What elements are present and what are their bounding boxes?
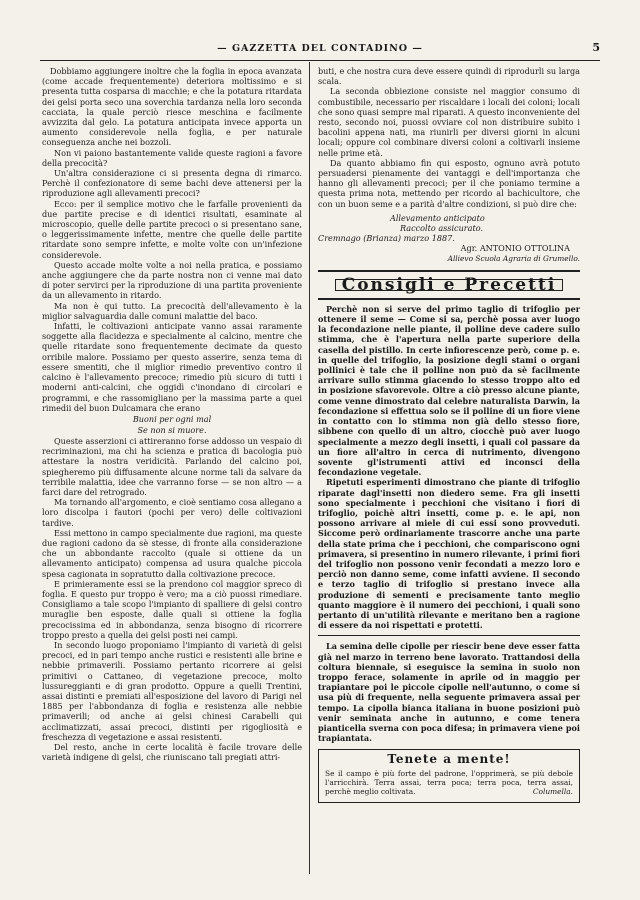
horizontal-rule	[318, 635, 580, 636]
paragraph: Non vi paiono bastantemente valide queste ragioni a favore della precocità?	[42, 147, 302, 168]
left-column	[42, 66, 302, 762]
paragraph: Ma non è qui tutto. La precocità dell'allevamento è la miglior salvaguardia dalle comuni malattie del baco.	[42, 300, 302, 321]
section-heading	[318, 270, 580, 300]
page-number: 5	[592, 41, 600, 54]
author-name: Agr. ANTONIO OTTOLINA	[460, 243, 570, 254]
right-column	[318, 66, 580, 803]
paragraph: Da quanto abbiamo fin qui esposto, ognuno avrà potuto persuadersi pienamente dei vantaggi e dell'importanza che hanno gli allevamenti precoci; per il che poniamo termine a questa prima nota, mettendo per ricordo al bachicultore, che con un buon seme e a parità d'altre condizioni, si può dire che:	[318, 157, 580, 209]
paragraph: Dobbiamo aggiungere inoltre che la foglia in epoca avanzata (come accade frequentemente) deteriora moltissimo e si presenta tutta cosparsa di macchie; e che la potatura ritardata dei gelsi porta seco una soverchia tardanza nella loro seconda cacciata, la quale perciò riesce meschina e facilmente avvizzita dal gelo. La potatura anticipata invece apporta un aumento considerevole nella foglia, e per naturale conseguenza anche nei bozzoli.	[42, 66, 302, 148]
paragraph: Del resto, anche in certe località è facile trovare delle varietà indigene di gelsi, che riuniscano tali pregiati attri-	[42, 742, 302, 763]
maxim-text	[325, 769, 573, 797]
paragraph: Un'altra considerazione ci si presenta degna di rimarco. Perchè il confezionatore di seme bachi deve attenersi per la riproduzione agli allevamenti precoci?	[42, 168, 302, 199]
author-affiliation: Allievo Scuola Agraria di Grumello.	[447, 253, 580, 263]
page-header	[40, 40, 600, 61]
paragraph: Ripetuti esperimenti dimostrano che piante di trifoglio riparate dagl'insetti non diedero seme. Fra gli insetti sono specialmente i pecchioni che visitano i fiori di trifoglio, poichè altri insetti, come p. e. le api, non possono arrivare al miele di cui essi sono provveduti. Siccome però ordinariamente trascorre anche una parte della state prima che i pecchioni, che compariscono ogni primavera, si presentino in numero rilevante, i primi fiori del trifoglio non possono venir fecondati a mezzo loro e perciò non danno seme, come infatti avviene. Il secondo e terzo taglio di trifoglio si prestano invece alla produzione di sementi e precisamente tanto meglio quanto maggiore è il numero dei pecchioni, i quali sono pertanto di un'utilità rilevante e meritano ben a ragione di essere da noi rispettati e protetti.	[318, 477, 580, 631]
paragraph: Perchè non si serve del primo taglio di trifoglio per ottenere il seme — Come si sa, perchè possa aver luogo la fecondazione nelle piante, il polline deve cadere sullo stimma, che è l'apertura nella parte superiore della casella del pistillo. In certe infiorescenze però, come p. e. in quelle del trifoglio, la posizione degli stami o organi pollinici è tale che il polline non può da sè facilmente arrivare sullo stimma giacendo lo stesso troppo alto ed in posizione sfavorevole. Oltre a ciò presso alcune piante, come venne dimostrato dal celebre naturalista Darwin, la fecondazione si effettua solo se il polline di un fiore viene in contatto con lo stimma non già dello stesso fiore, sibbene con quello di un altro, ciocchè può aver luogo specialmente a mezzo degli insetti, i quali col passare da un fiore all'altro in cerca di nutrimento, divengono sovente gl'istrumenti attivi ed inconsci della fecondazione vegetale.	[318, 303, 580, 478]
paragraph: E primieramente essi se la prendono col maggior spreco di foglia. E questo pur troppo è vero; ma a ciò puossi rimediare. Consigliamo a tale scopo l'impianto di spalliere di gelsi contro muraglie ben esposte, dalle quali si ottiene la foglia precocissima ed in abbondanza, senza bisogno di ricorrere troppo presto a quella dei gelsi posti nei campi.	[42, 578, 302, 640]
paragraph: Infatti, le coltivazioni anticipate vanno assai raramente soggette alla flacidezza e specialmente al calcino, mentre che quelle ritardate sono frequentemente decimate da questo orribile malore. Possiamo per questo asserire, senza tema di essere smentiti, che il miglior rimedio preventivo contro il calcino è l'allevamento precoce; rimedio più sicuro di tutti i moderni anti-calcini, che oggidì c'inondano di circolari e programmi, e che rassomigliano per la massima parte a quei rimedii del buon Dulcamara che erano	[42, 321, 302, 413]
paragraph: La semina delle cipolle per riescir bene deve esser fatta già nel marzo in terreno bene lavorato. Trattandosi della coltura biennale, si eseguisce la semina in suolo non troppo ferace, solamente in aprile od in maggio per trapiantare poi le piccole cipolle nell'autunno, o come si usa più di frequente, nella seguente primavera assai per tempo. La cipolla bianca italiana in buone posizioni può venir seminata anche in autunno, e come tenera pianticella sverna con poca difesa; in primavera viene poi trapiantata.	[318, 641, 580, 744]
paragraph: buti, e che nostra cura deve essere quindi di riprodurli su larga scala.	[318, 66, 580, 87]
paragraph: In secondo luogo proponiamo l'impianto di varietà di gelsi precoci, ed in pari tempo anche rustici e resistenti alle brine e nebbie primaverili. Possiamo pertanto ricorrere ai gelsi primitivi o Cattaneo, di vegetazione precoce, molto lussureggianti e di gran prodotto. Oppure a quelli Trentini, assai distinti e premiati all'esposizione del lavoro di Parigi nel 1885 per l'abbondanza di foglia e resistenza alle nebbie primaverili; od anche ai gelsi chinesi Carabelli qui acclimatizzati, assai precoci, distinti per rigogliosità e freschezza di vegetazione e assai resistenti.	[42, 639, 302, 742]
paragraph: La seconda obbiezione consiste nel maggior consumo di combustibile, necessario per riscaldare i locali dei coloni; locali che sono quasi sempre mal riparati. A questo inconveniente del resto, secondo noi, puossi ovviare col non distribuire subito i bacolini appena nati, ma riunirli per diversi giorni in alcuni locali; oppure col combinare diversi coloni a coltivarli insieme nelle prime età.	[318, 86, 580, 158]
column-divider	[309, 62, 310, 874]
maxim-author: Columella.	[532, 787, 573, 797]
verse-line: Buoni per ogni mal	[132, 413, 212, 424]
article-signature	[318, 213, 580, 264]
maxim-body: Se il campo è più forte del padrone, l'opprimerà, se più debole l'arricchirà. Terra assai, terra poca; terra poca, terra assai, perchè meglio coltivata.	[325, 768, 573, 797]
paragraph: Essi mettono in campo specialmente due ragioni, ma queste due ragioni cadono da sè stesse, di fronte alla considerazione che un abbondante raccolto (quale si ottiene da un allevamento anticipato) compensa ad usura qualche piccola spesa cagionata in sopratutto dalla coltivazione precoce.	[42, 527, 302, 579]
section-heading-text: Consigli e Precetti	[335, 279, 564, 291]
maxim-title: Tenete a mente!	[387, 752, 511, 767]
verse-line: Se non si muore.	[137, 424, 207, 435]
motto-line: Raccolto assicurato.	[400, 223, 484, 234]
maxim-box	[318, 749, 580, 802]
paragraph: Ma tornando all'argomento, e cioè sentiamo cosa allegano a loro discolpa i fautori (pochi per vero) delle coltivazioni tardive.	[42, 497, 302, 528]
dateline: Cremnago (Brianza) marzo 1887.	[318, 233, 455, 244]
newspaper-title: — GAZZETTA DEL CONTADINO —	[217, 43, 423, 54]
paragraph: Questo accade molte volte a noi nella pratica, e possiamo anche aggiungere che da parte nostra non ci venne mai dato di poter servirci per la riproduzione di una partita proveniente da un allevamento in ritardo.	[42, 259, 302, 301]
paragraph: Ecco: per il semplice motivo che le farfalle provenienti da due partite precise e di identici risultati, esaminate al microscopio, quelle delle partite precoci o si presentano sane, o leggerissimamente infette, mentre che quelle delle partite ritardate sono sempre infette, e molte volte con un'infezione considerevole.	[42, 198, 302, 260]
motto-line: Allevamento anticipato	[390, 212, 485, 223]
paragraph: Queste asserzioni ci attireranno forse addosso un vespaio di recriminazioni, ma chi ha scienza e pratica di bacologia può attestare la nostra veridicità. Parlando del calcino poi, spiegheremo più diffusamente alcune norme tali da salvare da terribile malattia, idee che varranno forse — se non altro — a farci dare del retrogrado.	[42, 435, 302, 497]
